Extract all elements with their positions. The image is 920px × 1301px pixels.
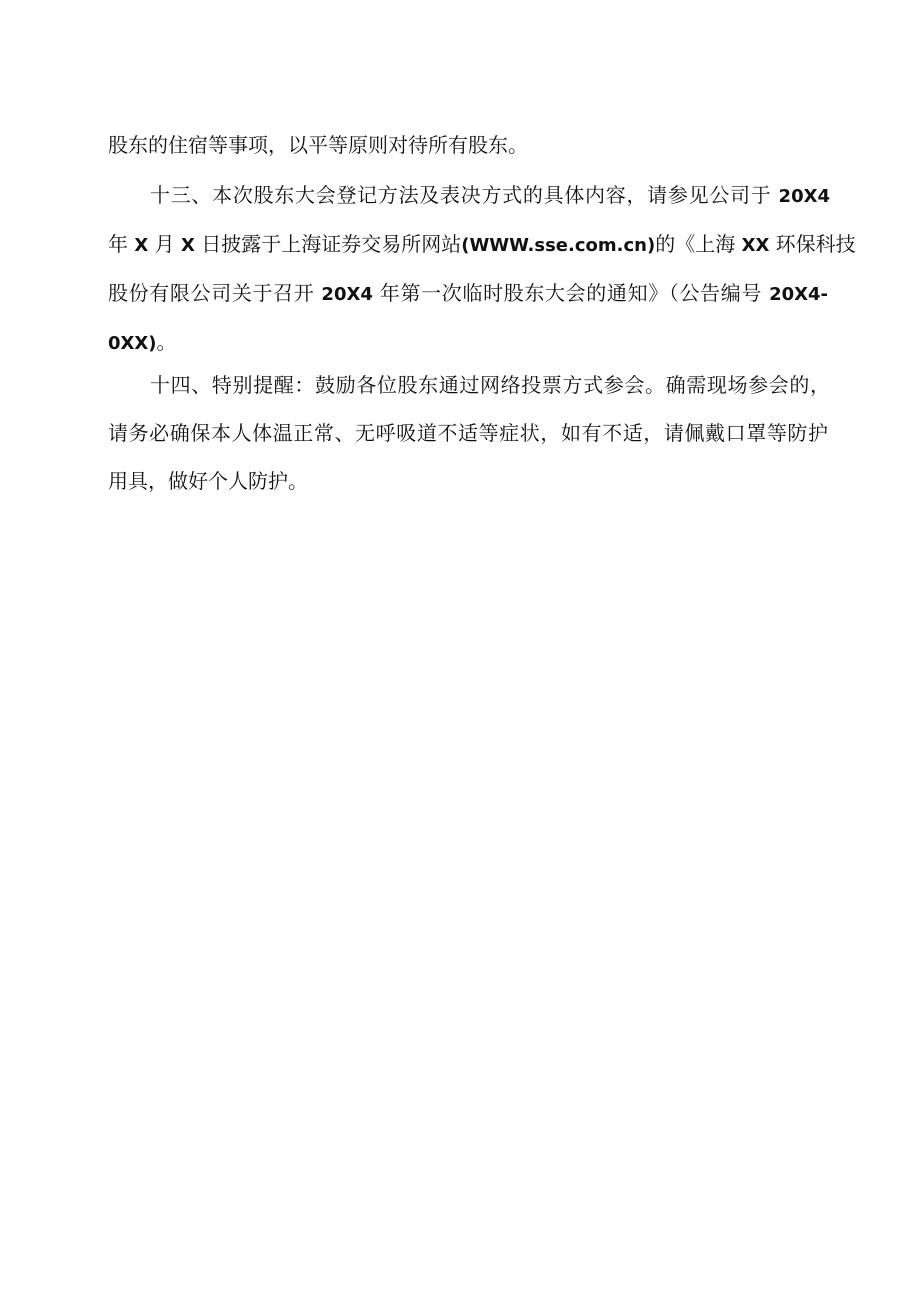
- text-run: 环保科技: [769, 232, 856, 256]
- announcement-number-part-2: 0XX): [108, 333, 157, 354]
- text-run: 月: [148, 232, 181, 256]
- text-run: 。: [156, 330, 177, 354]
- text-run: 请务必确保本人体温正常、无呼吸道不适等症状，如有不适，请佩戴口罩等防护: [108, 421, 828, 445]
- website-url: (WWW.sse.com.cn): [461, 235, 656, 256]
- company-placeholder: XX: [741, 235, 770, 256]
- paragraph-14-line-1: [150, 373, 830, 397]
- paragraph-14-line-3: [108, 469, 828, 493]
- text-run: 年: [108, 232, 135, 256]
- text-run: 十四、特别提醒：鼓励各位股东通过网络投票方式参会。确需现场参会的，: [150, 373, 830, 397]
- month-value: X: [134, 235, 149, 256]
- paragraph-13-line-2: [108, 232, 856, 258]
- paragraph-13-line-3: [108, 281, 828, 307]
- year-value: 20X4: [321, 284, 373, 305]
- text-run: 用具，做好个人防护。: [108, 469, 308, 493]
- day-value: X: [180, 235, 195, 256]
- text-run: 的《上海: [655, 232, 742, 256]
- paragraph-13-line-4: [108, 330, 828, 356]
- text-run: 股东的住宿等事项，以平等原则对待所有股东。: [108, 133, 528, 157]
- year-value: 20X4: [778, 186, 830, 207]
- paragraph-12-line-1: [108, 133, 828, 157]
- paragraph-13-line-1: [150, 183, 830, 209]
- paragraph-14-line-2: [108, 421, 828, 445]
- text-run: 年第一次临时股东大会的通知》（公告编号: [372, 281, 770, 305]
- text-run: 十三、本次股东大会登记方法及表决方式的具体内容，请参见公司于: [150, 183, 779, 207]
- text-run: 日披露于上海证券交易所网站: [194, 232, 462, 256]
- text-run: 股份有限公司关于召开: [108, 281, 322, 305]
- announcement-number-part-1: 20X4-: [769, 284, 828, 305]
